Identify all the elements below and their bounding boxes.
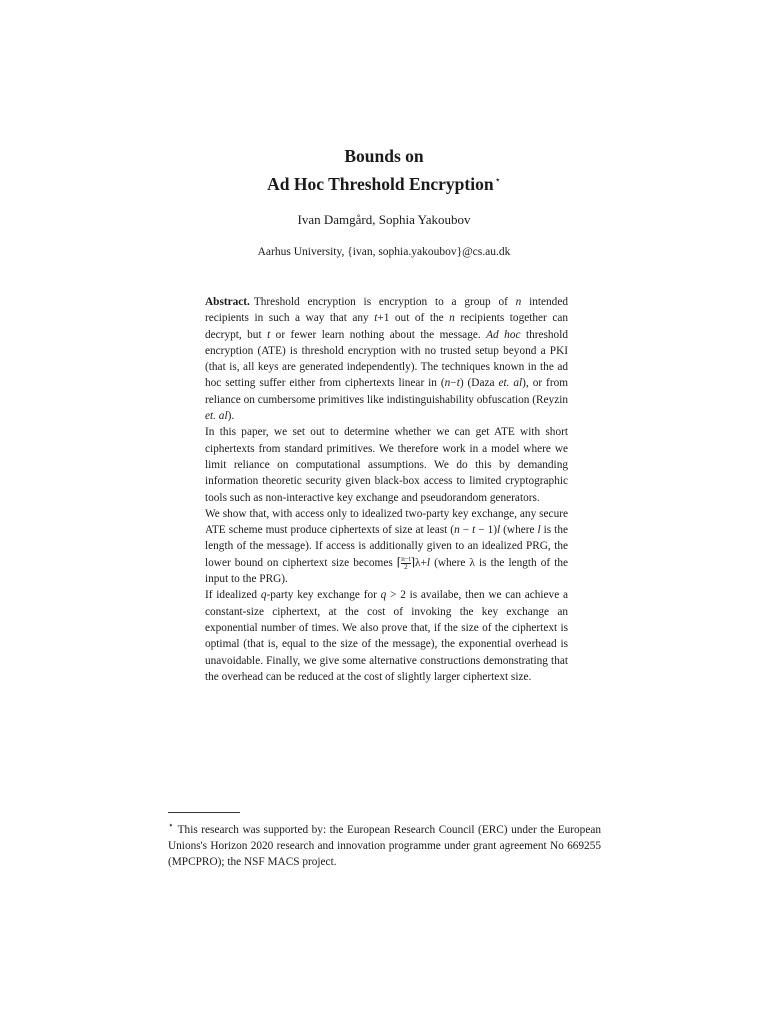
abstract-paragraph-3: We show that, with access only to idealized two-party key exchange, any secure ATE scheme must produce ciphertexts of size at least (n − t − 1)l (where l is the length of the message). If access is additionally given to an idealized PRG, the lower bound on ciphertext size becomes ⌈ $\frac{n-t}{2}$ ⌉λ+l (where λ is the length of the input to the PRG). (205, 507, 568, 586)
paper-title-line-1: Bounds on (344, 146, 424, 166)
abstract-paragraph-1: Abstract. Threshold encryption is encryption to a group of n intended recipients in such a way that any t+1 out of the n recipients together can decrypt, but t or fewer learn nothing about the message. Ad hoc threshold encryption (ATE) is threshold encryption with no trusted setup beyond a PKI (that is, all keys are generated independently). The techniques known in the ad hoc setting suffer either from ciphertexts linear in (n−t) (Daza et. al), or from reliance on cumbersome primitives like indistinguishability obfuscation (Reyzin et. al). (205, 296, 569, 423)
title-text: Ad Hoc Threshold Encryption (267, 173, 494, 194)
affiliation: Aarhus University, {ivan, sophia.yakoubov}@cs.au.dk (257, 246, 511, 258)
fraction: $\frac{n-t}{2}$ (401, 554, 411, 571)
abstract-paragraph-4: If idealized q-party key exchange for q > 2 is availabe, then we can achieve a constant-size ciphertext, at the cost of invoking the key exchange an exponential number of times. We also prove that, if the size of the ciphertext is optimal (that is, equal to the size of the message), the exponential overhead is unavoidable. Finally, we give some alternative constructions demonstrating that the overhead can be reduced at the cost of slightly larger ciphertext size. (205, 589, 569, 683)
abstract (205, 294, 568, 685)
abstract-label: Abstract. (205, 296, 250, 308)
author-list: Ivan Damgård, Sophia Yakoubov (297, 212, 471, 227)
footnote-mark: ⋆ (168, 820, 174, 830)
footnote (168, 817, 601, 871)
abstract-paragraph-2: In this paper, we set out to determine whether we can get ATE with short ciphertexts from standard primitives. We therefore work in a model where we limit reliance on computational assumptions. We do this by demanding information theoretic security given black-box access to limited cryptographic tools such as non-interactive key exchange and pseudorandom generators. (205, 426, 568, 504)
paper-title-line-2 (0, 169, 768, 196)
footnote-divider (168, 812, 240, 813)
footnote-text: This research was supported by: the European Research Council (ERC) under the European Unions's Horizon 2020 research and innovation programme under grant agreement No 669255 (MPCPRO); the NSF MACS project. (168, 823, 601, 869)
title-footnote-mark: ⋆ (494, 175, 501, 186)
